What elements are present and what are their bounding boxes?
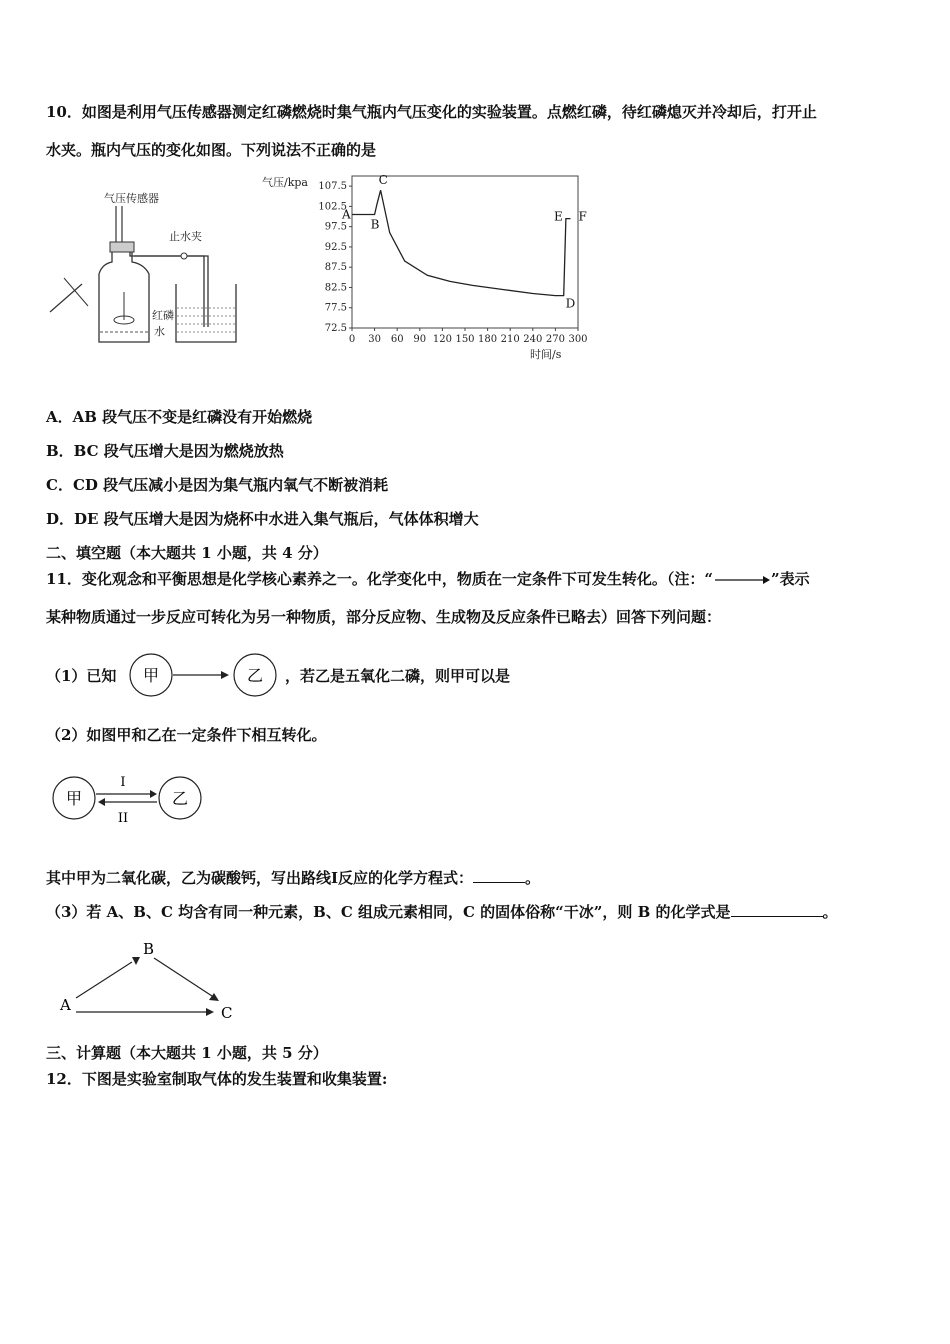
option-b[interactable]: B．BC 段气压增大是因为燃烧放热 <box>46 442 284 460</box>
q10-line2: 水夹。瓶内气压的变化如图。下列说法不正确的是 <box>46 141 377 159</box>
q10-line1: 10．如图是利用气压传感器测定红磷燃烧时集气瓶内气压变化的实验装置。点燃红磷，待红磷熄灭并冷却后，打开止 <box>46 103 817 121</box>
plot-frame <box>352 176 578 328</box>
node-a: A <box>60 996 71 1014</box>
arrow-icon <box>209 993 219 1001</box>
jia-label: 甲 <box>142 666 160 685</box>
point-label-d: D <box>565 296 576 311</box>
y-tick-label: 87.5 <box>324 262 347 274</box>
p2-question-text: 其中甲为二氧化碳，乙为碳酸钙，写出路线Ⅰ反应的化学方程式： <box>46 869 474 887</box>
clamp-label: 止水夹 <box>169 230 202 243</box>
x-tick-label: 150 <box>455 334 475 345</box>
p3-question-end: 。 <box>822 903 838 921</box>
option-c[interactable]: C．CD 段气压减小是因为集气瓶内氧气不断被消耗 <box>46 476 389 494</box>
p1-prefix: （1）已知 <box>46 667 117 685</box>
x-tick-label: 240 <box>523 334 543 345</box>
y-tick-label: 92.5 <box>324 241 347 253</box>
p2-text: （2）如图甲和乙在一定条件下相互转化。 <box>46 726 327 744</box>
chart-ylabel: 气压/kpa <box>262 176 308 189</box>
p2-question <box>46 868 540 888</box>
p1-diagram <box>124 652 300 698</box>
y-tick-label: 72.5 <box>324 323 347 334</box>
node-b: B <box>143 940 155 958</box>
x-tick-label: 60 <box>390 334 404 345</box>
arrow-icon <box>713 574 771 586</box>
arrow-right-icon <box>150 790 157 798</box>
option-d[interactable]: D．DE 段气压增大是因为烧杯中水进入集气瓶后，气体体积增大 <box>46 510 479 528</box>
yi-label: 乙 <box>171 789 189 808</box>
arrow-icon <box>206 1008 214 1016</box>
p3-question-text: （3）若 A、B、C 均含有同一种元素，B、C 组成元素相同，C 的固体俗称“干冰”，则 B 的化学式是 <box>46 903 731 921</box>
jia-label: 甲 <box>65 789 83 808</box>
p2-diagram <box>50 770 210 830</box>
q11-line2: 某种物质通过一步反应可转化为另一种物质，部分反应物、生成物及反应条件已略去）回答下列问题： <box>46 608 722 626</box>
pressure-line <box>352 190 571 295</box>
q11-line1-b: ”表示 <box>771 570 810 588</box>
x-tick-label: 300 <box>568 334 588 345</box>
point-label-f: F <box>578 209 587 224</box>
q12-text: 12．下图是实验室制取气体的发生装置和收集装置: <box>46 1070 388 1088</box>
pressure-chart <box>258 172 598 364</box>
section2-heading: 二、填空题（本大题共 1 小题，共 4 分） <box>46 544 328 562</box>
x-tick-label: 120 <box>432 334 452 345</box>
p3-question <box>46 902 838 922</box>
apparatus-figure <box>44 182 244 352</box>
section3-heading: 三、计算题（本大题共 1 小题，共 5 分） <box>46 1044 328 1062</box>
point-label-c: C <box>378 173 388 188</box>
p3-diagram <box>54 936 244 1026</box>
y-tick-label: 107.5 <box>318 181 347 193</box>
p1-suffix: ，若乙是五氧化二磷，则甲可以是 <box>285 667 511 685</box>
route-1-label: I <box>120 775 126 790</box>
sensor-label: 气压传感器 <box>104 192 159 205</box>
answer-blank-2[interactable] <box>731 902 823 917</box>
y-tick-label: 77.5 <box>324 302 347 314</box>
point-label-e: E <box>553 209 563 224</box>
y-tick-label: 102.5 <box>318 201 347 213</box>
x-tick-label: 270 <box>545 334 565 345</box>
y-tick-label: 97.5 <box>324 221 347 233</box>
node-c: C <box>221 1004 233 1022</box>
x-tick-label: 30 <box>368 334 381 345</box>
chart-xlabel: 时间/s <box>530 348 562 361</box>
point-label-a: A <box>342 207 351 222</box>
x-tick-label: 90 <box>413 334 427 345</box>
x-tick-label: 210 <box>500 334 520 345</box>
arrow-icon <box>132 957 140 965</box>
y-tick-label: 82.5 <box>324 282 347 294</box>
x-tick-label: 0 <box>348 334 356 345</box>
arrow-left-icon <box>98 798 105 806</box>
answer-blank-1[interactable] <box>473 868 525 883</box>
p2-question-end: 。 <box>525 869 541 887</box>
x-tick-label: 180 <box>478 334 498 345</box>
yi-label: 乙 <box>246 666 264 685</box>
q11-line1 <box>46 569 810 589</box>
route-2-label: II <box>117 811 129 826</box>
water-label: 水 <box>154 325 165 338</box>
q11-line1-a: 11．变化观念和平衡思想是化学核心素养之一。化学变化中，物质在一定条件下可发生转化。（注：“ <box>46 570 714 588</box>
option-a[interactable]: A．AB 段气压不变是红磷没有开始燃烧 <box>46 408 313 426</box>
point-label-b: B <box>370 217 380 232</box>
arrow-icon <box>221 671 229 679</box>
phosphorus-label: 红磷 <box>152 309 174 322</box>
